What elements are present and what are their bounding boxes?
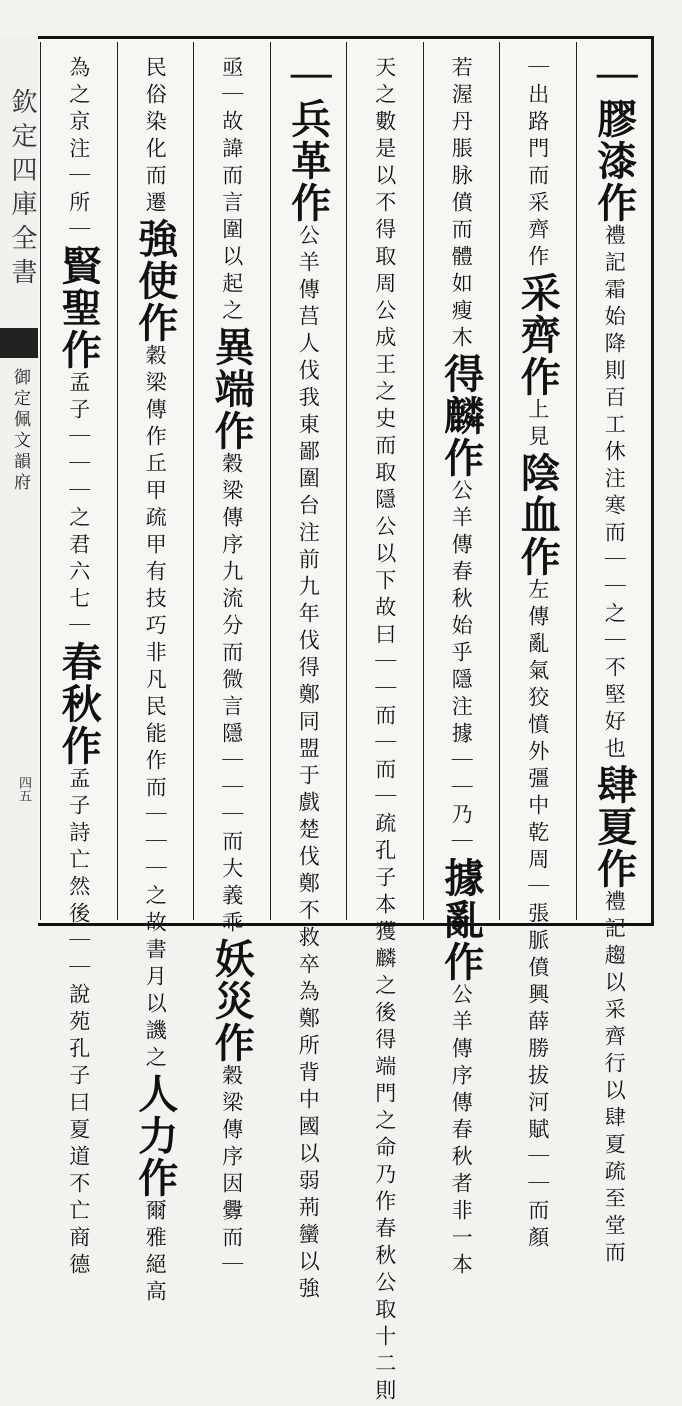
entry-heading: ｜兵革作 xyxy=(284,56,332,224)
annotation-text: 民俗染化而遷 xyxy=(143,56,168,218)
page-number: 四五 xyxy=(16,776,31,802)
annotation-text: 穀梁傳序九流分而微言隱｜｜｜而大義乖 xyxy=(219,452,244,938)
text-column xyxy=(435,56,487,1280)
annotation-text: 爾雅絕高 xyxy=(143,1199,168,1307)
text-column xyxy=(282,56,334,1304)
annotation-text: 亟｜故諱而言圍以起之 xyxy=(219,56,244,326)
column-rule xyxy=(576,42,577,920)
column-rule xyxy=(346,42,347,920)
annotation-text: 左傳亂氣狡憤外彊中乾 xyxy=(525,578,550,848)
text-column xyxy=(588,56,640,1268)
annotation-text: ｜出路門而采齊作 xyxy=(525,56,550,272)
entry-heading: 強使作 xyxy=(131,218,179,344)
annotation-text: 孟子｜｜｜之君六七｜ xyxy=(66,371,91,641)
text-column xyxy=(358,56,410,1406)
annotation-text: 上見 xyxy=(525,398,550,452)
text-column xyxy=(205,56,257,1280)
text-column xyxy=(129,56,181,1307)
annotation-text: 若渥丹脹脉僨而體如瘦木 xyxy=(449,56,474,353)
column-rule xyxy=(40,42,41,920)
entry-heading: 異端作 xyxy=(208,326,256,452)
annotation-text: 孟子詩亡然後｜｜說苑孔子曰夏道不亡商德 xyxy=(66,767,91,1280)
entry-heading: 據亂作 xyxy=(437,857,485,983)
annotation-text: 公羊傳春秋始乎隱注據｜｜乃｜ xyxy=(449,479,474,857)
annotation-text: 穀梁傳作丘甲疏甲有技巧非凡民能作而｜｜｜之故書月以譏之 xyxy=(143,344,168,1073)
entry-heading: 春秋作 xyxy=(55,641,103,767)
page-margin xyxy=(0,36,38,926)
annotation-text: 公羊傳莒人伐我東鄙圍台注前九年伐得鄭同盟于戲楚伐鄭不救卒為鄭所背中國以弱荊蠻以強 xyxy=(296,224,321,1304)
entry-heading: 采齊作 xyxy=(514,272,562,398)
annotation-text: 禮記趨以采齊行以肆夏疏至堂而 xyxy=(602,890,627,1268)
column-rule xyxy=(652,42,653,920)
entry-heading: 妖災作 xyxy=(208,938,256,1064)
volume-title: 御定佩文韻府 xyxy=(10,368,30,494)
annotation-text: 天之數是以不得取周公成王之史而取隱公以下故曰｜｜而 xyxy=(372,56,397,731)
text-column xyxy=(52,56,104,1280)
column-rule xyxy=(193,42,194,920)
entry-heading: 得麟作 xyxy=(437,353,485,479)
annotation-text: 周｜張脈僨興薛勝拔河賦｜｜而顏 xyxy=(525,848,550,1253)
fishtail-mark xyxy=(0,328,38,358)
column-rule xyxy=(270,42,271,920)
column-rule xyxy=(499,42,500,920)
annotation-text: ｜而｜疏孔子本獲麟之後得端門之命乃作春秋公取十二則 xyxy=(372,731,397,1406)
annotation-text: 公羊傳序傳春秋者非一本 xyxy=(449,983,474,1280)
annotation-text: 穀梁傳序因釁而｜ xyxy=(219,1064,244,1280)
entry-heading: 人力作 xyxy=(131,1073,179,1199)
entry-heading: 陰血作 xyxy=(514,452,562,578)
annotation-text: 禮記霜始降則百工休注寒而｜｜之｜不堅好也 xyxy=(602,224,627,764)
column-rule xyxy=(423,42,424,920)
entry-heading: 賢聖作 xyxy=(55,245,103,371)
text-column xyxy=(511,56,563,1253)
annotation-text: 為之京注｜所｜ xyxy=(66,56,91,245)
column-rule xyxy=(117,42,118,920)
book-title: 欽定四庫全書 xyxy=(7,88,37,292)
entry-heading: 肆夏作 xyxy=(590,764,638,890)
entry-heading: ｜膠漆作 xyxy=(590,56,638,224)
